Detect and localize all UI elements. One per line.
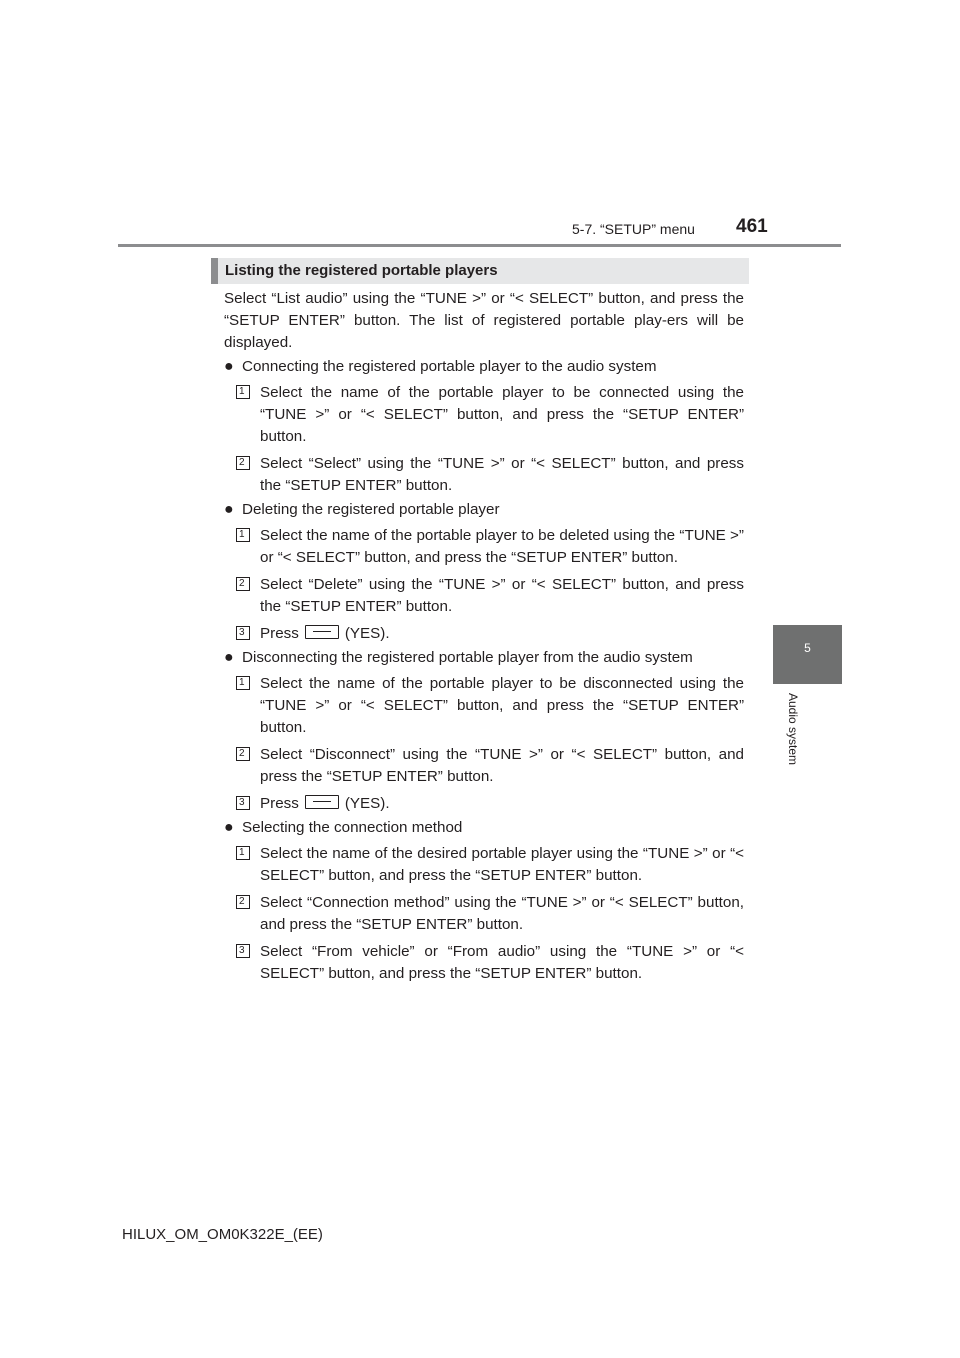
bullet-icon: ● (224, 649, 234, 666)
bullet-heading (224, 817, 744, 839)
step-text: Select “Disconnect” using the “TUNE >” or “< SELECT” button, and press the “SETUP ENTER” button. (260, 746, 744, 785)
bullet-icon: ● (224, 358, 234, 375)
step-number: 1 (236, 676, 250, 690)
step-text: Select the name of the portable player to be connected using the “TUNE >” or “< SELECT” button, and press the “SETUP ENTER” button. (260, 384, 744, 445)
step-text: Select “Select” using the “TUNE >” or “< SELECT” button, and press the “SETUP ENTER” button. (260, 455, 744, 494)
step-number: 3 (236, 796, 250, 810)
step-press-label: Press (260, 625, 299, 642)
bullet-heading (224, 499, 744, 521)
step-item (224, 673, 744, 739)
yes-key-icon (305, 795, 339, 809)
bullet-heading-text: Disconnecting the registered portable player from the audio system (242, 649, 693, 666)
chapter-tab-label (786, 693, 800, 803)
document-code-footer: HILUX_OM_OM0K322E_(EE) (122, 1226, 323, 1243)
section-title-accent (211, 258, 218, 284)
step-number: 3 (236, 626, 250, 640)
bullet-heading-text: Connecting the registered portable player to the audio system (242, 358, 657, 375)
step-number: 2 (236, 577, 250, 591)
bullet-heading (224, 356, 744, 378)
yes-key-icon (305, 625, 339, 639)
step-text: Select “Connection method” using the “TUNE >” or “< SELECT” button, and press the “SETUP ENTER” button. (260, 894, 744, 933)
step-item (224, 574, 744, 618)
step-item (224, 453, 744, 497)
step-item (224, 793, 744, 815)
step-text: Select the name of the portable player to be deleted using the “TUNE >” or “< SELECT” button, and press the “SETUP ENTER” button. (260, 527, 744, 566)
step-text: Select the name of the portable player to be disconnected using the “TUNE >” or “< SELECT” button, and press the “SETUP ENTER” button. (260, 675, 744, 736)
section-title: Listing the registered portable players (225, 262, 498, 279)
step-number: 1 (236, 528, 250, 542)
step-number: 2 (236, 456, 250, 470)
step-number: 2 (236, 895, 250, 909)
step-number: 1 (236, 385, 250, 399)
step-press-suffix: (YES). (344, 795, 390, 812)
step-item (224, 941, 744, 985)
bullet-heading-text: Selecting the connection method (242, 819, 463, 836)
header-rule (118, 244, 841, 247)
bullet-icon: ● (224, 501, 234, 518)
step-press-suffix: (YES). (344, 625, 390, 642)
section-title-bar (211, 258, 749, 284)
bullet-heading (224, 647, 744, 669)
step-text: Select the name of the desired portable player using the “TUNE >” or “< SELECT” button, and press the “SETUP ENTER” button. (260, 845, 744, 884)
step-item (224, 623, 744, 645)
step-text: Select “Delete” using the “TUNE >” or “< SELECT” button, and press the “SETUP ENTER” button. (260, 576, 744, 615)
chapter-tab-label-text: Audio system (786, 693, 800, 766)
bullet-icon: ● (224, 819, 234, 836)
intro-paragraph: Select “List audio” using the “TUNE >” or “< SELECT” button, and press the “SETUP ENTER” button. The list of registered portable play-ers will be displayed. (224, 290, 744, 351)
step-item (224, 892, 744, 936)
step-number: 1 (236, 846, 250, 860)
chapter-tab-number: 5 (773, 625, 842, 684)
step-press-label: Press (260, 795, 299, 812)
page-number: 461 (736, 216, 768, 237)
page-body (224, 288, 744, 987)
header-section-title: 5-7. “SETUP” menu (572, 221, 695, 237)
step-number: 2 (236, 747, 250, 761)
step-item (224, 525, 744, 569)
bullet-heading-text: Deleting the registered portable player (242, 501, 500, 518)
step-item (224, 744, 744, 788)
step-item (224, 843, 744, 887)
step-number: 3 (236, 944, 250, 958)
step-item (224, 382, 744, 448)
step-text: Select “From vehicle” or “From audio” using the “TUNE >” or “< SELECT” button, and press the “SETUP ENTER” button. (260, 943, 744, 982)
